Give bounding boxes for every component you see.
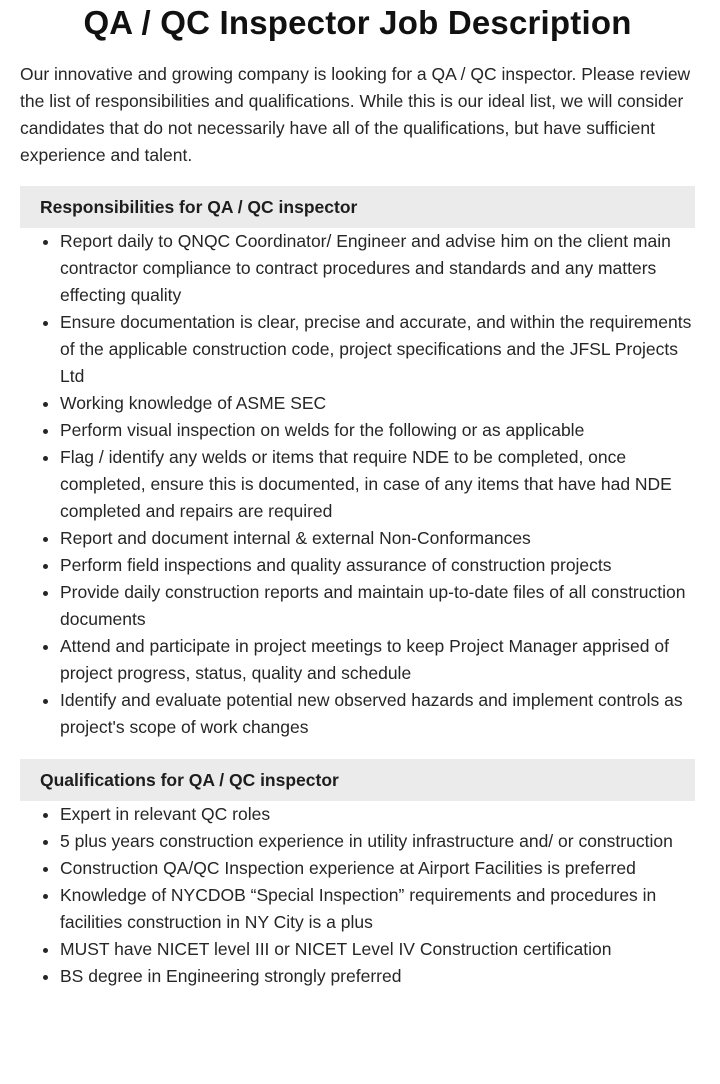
list-item: • Flag / identify any welds or items that require NDE to be completed, once completed, ensure this is documented, in case of any items that have had NDE completed and repairs are required — [60, 444, 695, 525]
list-item: • BS degree in Engineering strongly preferred — [60, 963, 695, 990]
responsibilities-list — [20, 228, 695, 741]
list-item: • Expert in relevant QC roles — [60, 801, 695, 828]
list-item: • Attend and participate in project meetings to keep Project Manager apprised of project progress, status, quality and schedule — [60, 633, 695, 687]
list-item: • Report and document internal & external Non-Conformances — [60, 525, 695, 552]
qualifications-list — [20, 801, 695, 990]
page-title: QA / QC Inspector Job Description — [83, 4, 632, 41]
list-item: • Construction QA/QC Inspection experience at Airport Facilities is preferred — [60, 855, 695, 882]
list-item: • Report daily to QNQC Coordinator/ Engineer and advise him on the client main contractor compliance to contract procedures and standards and any matters effecting quality — [60, 228, 695, 309]
list-item: • Perform field inspections and quality assurance of construction projects — [60, 552, 695, 579]
list-item: • Identify and evaluate potential new observed hazards and implement controls as project's scope of work changes — [60, 687, 695, 741]
responsibilities-header: Responsibilities for QA / QC inspector — [20, 186, 695, 228]
list-item: • Ensure documentation is clear, precise and accurate, and within the requirements of the applicable construction code, project specifications and the JFSL Projects Ltd — [60, 309, 695, 390]
list-item: • Knowledge of NYCDOB “Special Inspection” requirements and procedures in facilities construction in NY City is a plus — [60, 882, 695, 936]
list-item: • MUST have NICET level III or NICET Level IV Construction certification — [60, 936, 695, 963]
intro-paragraph: Our innovative and growing company is looking for a QA / QC inspector. Please review the list of responsibilities and qualifications. While this is our ideal list, we will consider candidates that do not necessarily have all of the qualifications, but have sufficient experience and talent. — [20, 64, 691, 165]
list-item: • Working knowledge of ASME SEC — [60, 390, 695, 417]
list-item: • Provide daily construction reports and maintain up-to-date files of all construction documents — [60, 579, 695, 633]
list-item: • Perform visual inspection on welds for the following or as applicable — [60, 417, 695, 444]
qualifications-header: Qualifications for QA / QC inspector — [20, 759, 695, 801]
list-item: • 5 plus years construction experience in utility infrastructure and/ or construction — [60, 828, 695, 855]
